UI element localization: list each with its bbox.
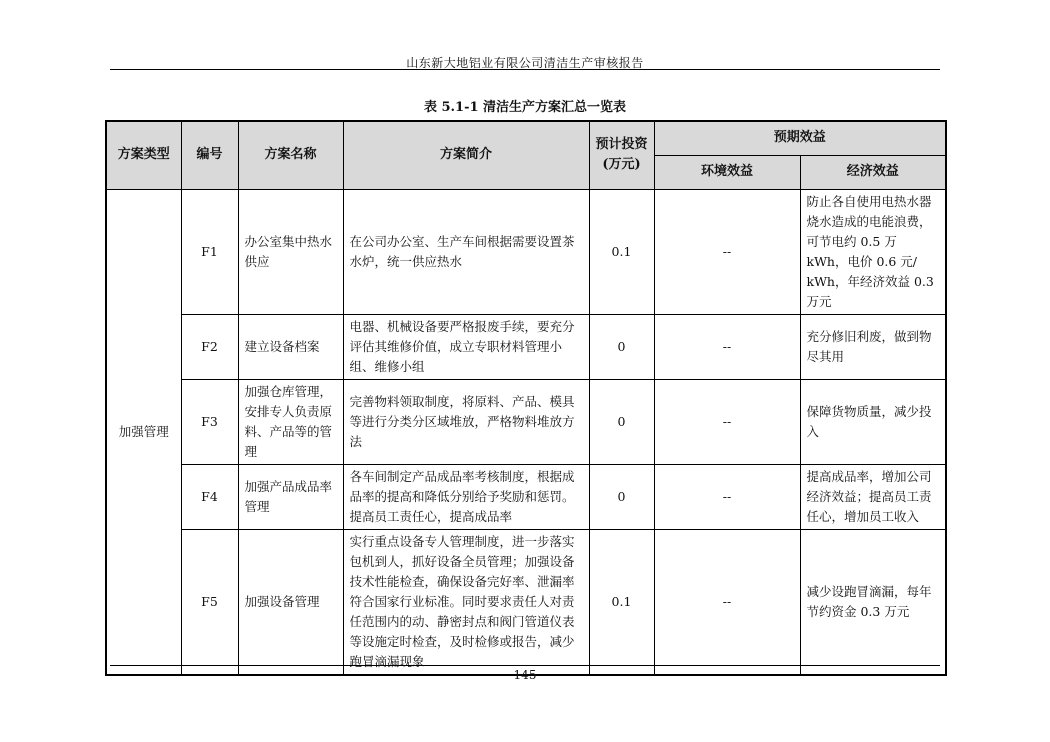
header-code: 编号 [181,121,238,189]
row-summary: 在公司办公室、生产车间根据需要设置茶水炉，统一供应热水 [343,189,589,314]
table-row [106,529,946,675]
table-row [106,379,946,464]
row-code: F1 [181,189,238,314]
header-rule [110,69,940,70]
row-name: 办公室集中热水供应 [238,189,343,314]
table-row [106,464,946,529]
row-investment: 0 [589,314,654,379]
row-econ: 防止各自使用电热水器烧水造成的电能浪费，可节电约 0.5 万 kWh，电价 0.6 元/ kWh，年经济效益 0.3 万元 [800,189,946,314]
footer-rule [110,665,940,666]
row-env: -- [654,379,800,464]
row-investment: 0.1 [589,189,654,314]
row-env: -- [654,189,800,314]
row-code: F3 [181,379,238,464]
table-row [106,314,946,379]
scheme-summary-table [105,120,947,676]
row-econ: 提高成品率，增加公司经济效益；提高员工责任心，增加员工收入 [800,464,946,529]
row-investment: 0.1 [589,529,654,675]
row-code: F2 [181,314,238,379]
table-row [106,189,946,314]
row-env: -- [654,314,800,379]
table-caption: 表 5.1-1 清洁生产方案汇总一览表 [423,100,627,115]
row-name: 加强产品成品率管理 [238,464,343,529]
header-econ-benefit: 经济效益 [800,155,946,189]
row-code: F5 [181,529,238,675]
header-investment: 预计投资(万元) [589,121,654,189]
row-env: -- [654,529,800,675]
group-cell: 加强管理 [106,189,181,675]
row-econ: 充分修旧利废，做到物尽其用 [800,314,946,379]
page-number: 145 [513,668,537,682]
header-summary: 方案简介 [343,121,589,189]
document-header: 山东新大地铝业有限公司清洁生产审核报告 [406,56,644,70]
header-env-benefit: 环境效益 [654,155,800,189]
header-type: 方案类型 [106,121,181,189]
row-investment: 0 [589,464,654,529]
row-name: 加强设备管理 [238,529,343,675]
row-name: 建立设备档案 [238,314,343,379]
row-summary: 完善物料领取制度，将原料、产品、模具等进行分类分区域堆放，严格物料堆放方法 [343,379,589,464]
row-summary: 实行重点设备专人管理制度，进一步落实包机到人，抓好设备全员管理；加强设备技术性能检查，确保设备完好率、泄漏率符合国家行业标准。同时要求责任人对责任范围内的动、静密封点和阀门管道仪表等设施定时检查，及时检修或报告，减少跑冒滴漏现象 [343,529,589,675]
row-econ: 保障货物质量，减少投入 [800,379,946,464]
row-env: -- [654,464,800,529]
row-econ: 减少设跑冒滴漏，每年节约资金 0.3 万元 [800,529,946,675]
row-summary: 电器、机械设备要严格报废手续，要充分评估其维修价值，成立专职材料管理小组、维修小组 [343,314,589,379]
header-benefit: 预期效益 [654,121,946,155]
row-code: F4 [181,464,238,529]
row-investment: 0 [589,379,654,464]
row-summary: 各车间制定产品成品率考核制度，根据成品率的提高和降低分别给予奖励和惩罚。提高员工责任心，提高成品率 [343,464,589,529]
row-name: 加强仓库管理，安排专人负责原料、产品等的管理 [238,379,343,464]
header-name: 方案名称 [238,121,343,189]
